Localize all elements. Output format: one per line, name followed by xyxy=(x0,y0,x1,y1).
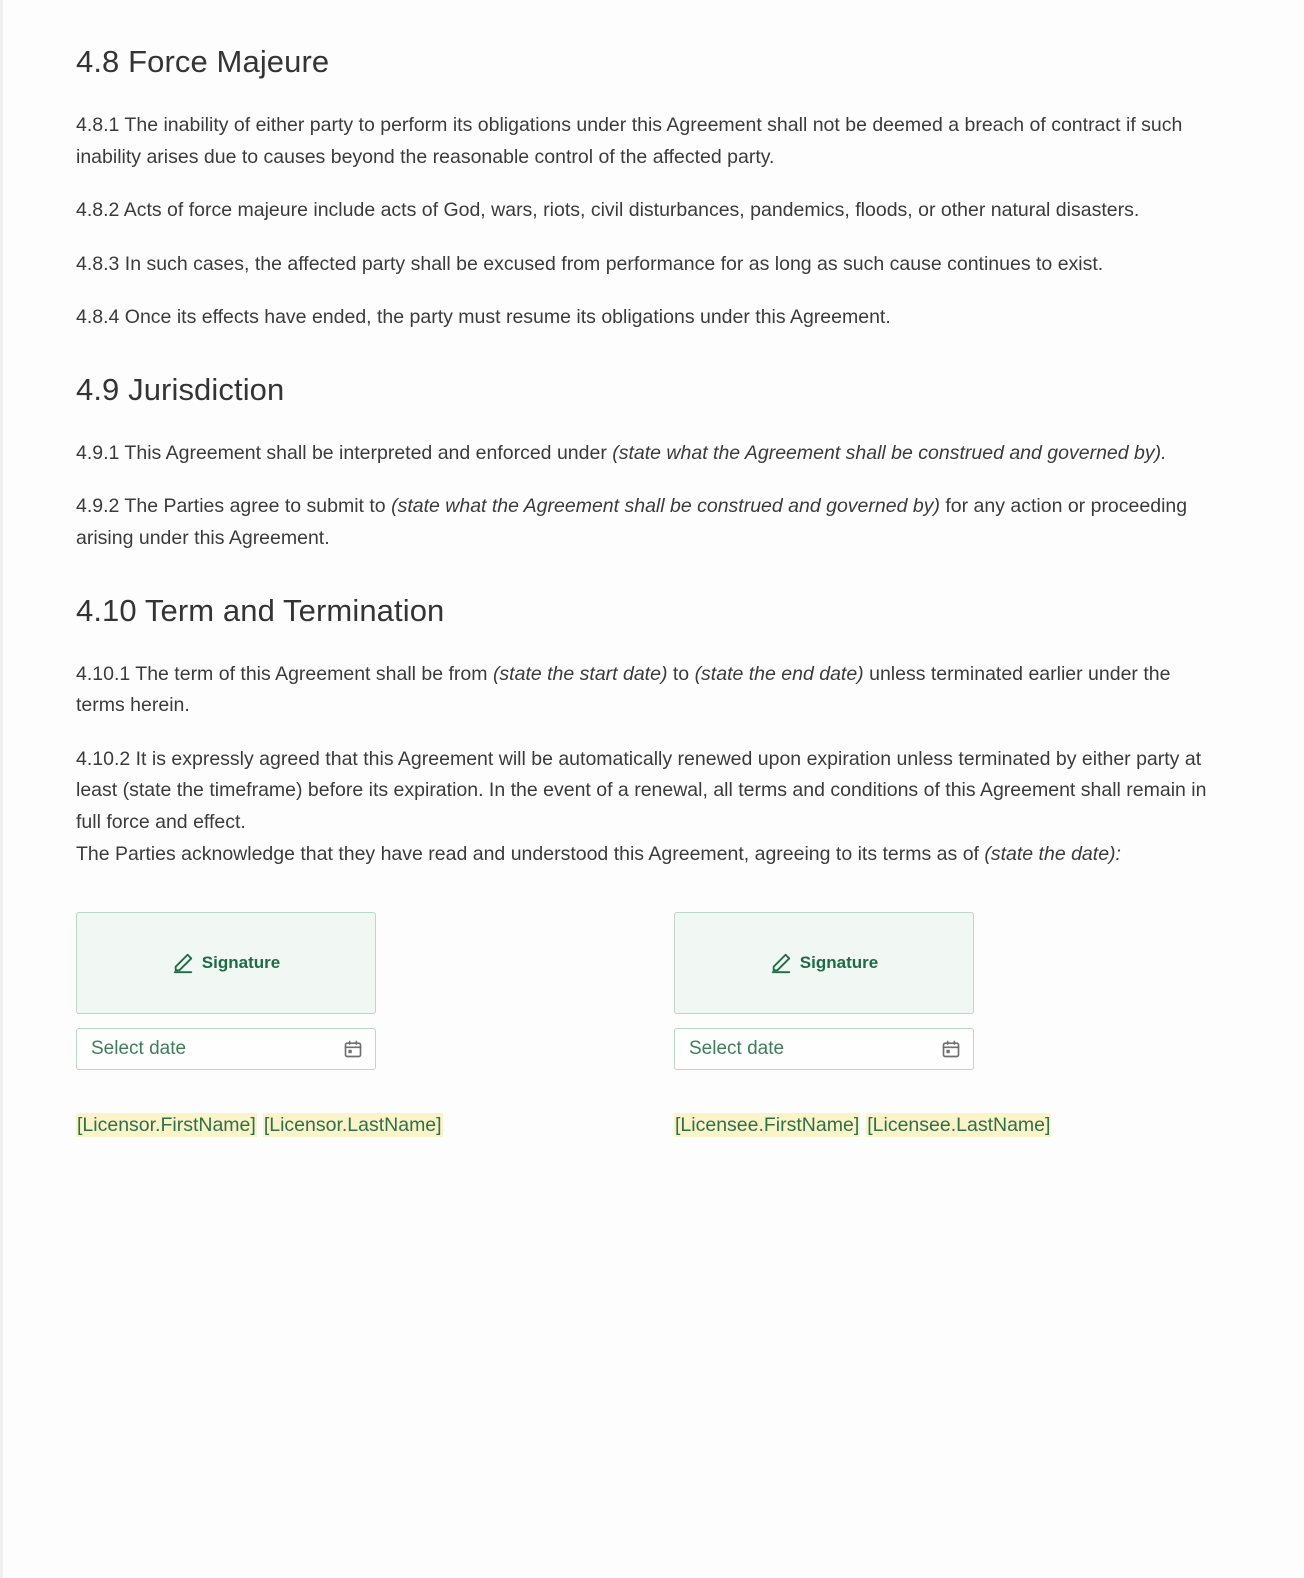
licensee-signature-field[interactable] xyxy=(674,912,974,1014)
section-heading-4-8: 4.8 Force Majeure xyxy=(76,44,330,79)
pen-icon xyxy=(172,952,194,974)
licensor-signature-inner xyxy=(172,952,280,974)
licensor-firstname-token[interactable]: [Licensor.FirstName] xyxy=(77,1114,256,1137)
clause-4-10-1-middle: to xyxy=(667,662,695,685)
clause-4-9-2-tail: for any action or proceeding arising under this Agreement. xyxy=(76,495,1188,550)
calendar-icon[interactable] xyxy=(343,1039,363,1059)
clause-4-9-2 xyxy=(76,491,1211,554)
clause-4-9-1-lead: 4.9.1 This Agreement shall be interpreted and enforced under xyxy=(76,441,613,464)
licensee-lastname-token[interactable]: [Licensee.LastName] xyxy=(867,1114,1051,1137)
clause-4-9-2-placeholder: (state what the Agreement shall be construed and governed by) xyxy=(391,495,940,518)
clause-4-10-1-lead: 4.10.1 The term of this Agreement shall be from xyxy=(76,662,493,685)
section-jurisdiction xyxy=(76,372,1228,555)
section-term-and-termination xyxy=(76,593,1228,839)
clause-4-9-1-placeholder: (state what the Agreement shall be construed and governed by). xyxy=(612,441,1167,464)
section-heading-4-9: 4.9 Jurisdiction xyxy=(76,371,285,407)
acknowledgement-lead: The Parties acknowledge that they have read and understood this Agreement, agreeing to its terms as of xyxy=(76,842,985,865)
licensor-signature-block xyxy=(76,912,376,1070)
clause-4-9-2-lead: 4.9.2 The Parties agree to submit to xyxy=(76,495,392,518)
calendar-icon[interactable] xyxy=(941,1039,961,1059)
licensor-signature-field[interactable] xyxy=(76,912,376,1014)
licensor-lastname-token[interactable]: [Licensor.LastName] xyxy=(263,1114,442,1137)
signature-row xyxy=(76,912,1228,1070)
clause-4-9-1 xyxy=(76,438,1211,470)
licensee-signature-inner xyxy=(770,952,878,974)
clause-4-10-2: 4.10.2 It is expressly agreed that this Agreement will be automatically renewed upon expiration unless terminated by either party at least (state the timeframe) before its expiration. In the event of a renewal, all terms and conditions of this Agreement shall remain in full force and effect. xyxy=(76,747,1207,833)
licensor-date-placeholder: Select date xyxy=(91,1038,187,1060)
licensor-date-field[interactable] xyxy=(76,1028,376,1070)
licensee-date-field[interactable] xyxy=(674,1028,974,1070)
licensee-name-tokens xyxy=(674,1114,1194,1137)
section-force-majeure xyxy=(76,44,1228,334)
licensee-signature-label: Signature xyxy=(799,953,879,973)
licensor-signature-label: Signature xyxy=(201,953,281,973)
clause-4-10-1-end-date-placeholder: (state the end date) xyxy=(694,662,864,685)
licensee-signature-block xyxy=(674,912,974,1070)
clause-4-10-1 xyxy=(76,659,1211,722)
clause-4-8-2: 4.8.2 Acts of force majeure include acts of God, wars, riots, civil disturbances, pandemics, floods, or other natural disasters. xyxy=(76,199,1140,222)
acknowledgement-date-placeholder: (state the date): xyxy=(984,842,1121,865)
clause-4-10-1-tail: unless terminated earlier under the terms herein. xyxy=(76,662,1171,717)
acknowledgement-paragraph xyxy=(76,839,1211,871)
clause-4-10-1-start-date-placeholder: (state the start date) xyxy=(492,662,668,685)
licensor-name-tokens xyxy=(76,1114,596,1137)
name-token-row xyxy=(76,1114,1228,1137)
clause-4-8-1: 4.8.1 The inability of either party to perform its obligations under this Agreement shall not be deemed a breach of contract if such inability arises due to causes beyond the reasonable control of the affected party. xyxy=(76,114,1183,168)
licensee-date-placeholder: Select date xyxy=(689,1038,785,1060)
licensee-firstname-token[interactable]: [Licensee.FirstName] xyxy=(675,1114,860,1137)
clause-4-8-4: 4.8.4 Once its effects have ended, the party must resume its obligations under this Agreement. xyxy=(76,306,891,329)
section-heading-4-10: 4.10 Term and Termination xyxy=(76,592,445,628)
pen-icon xyxy=(770,952,792,974)
clause-4-8-3: 4.8.3 In such cases, the affected party shall be excused from performance for as long as such cause continues to exist. xyxy=(76,252,1104,275)
